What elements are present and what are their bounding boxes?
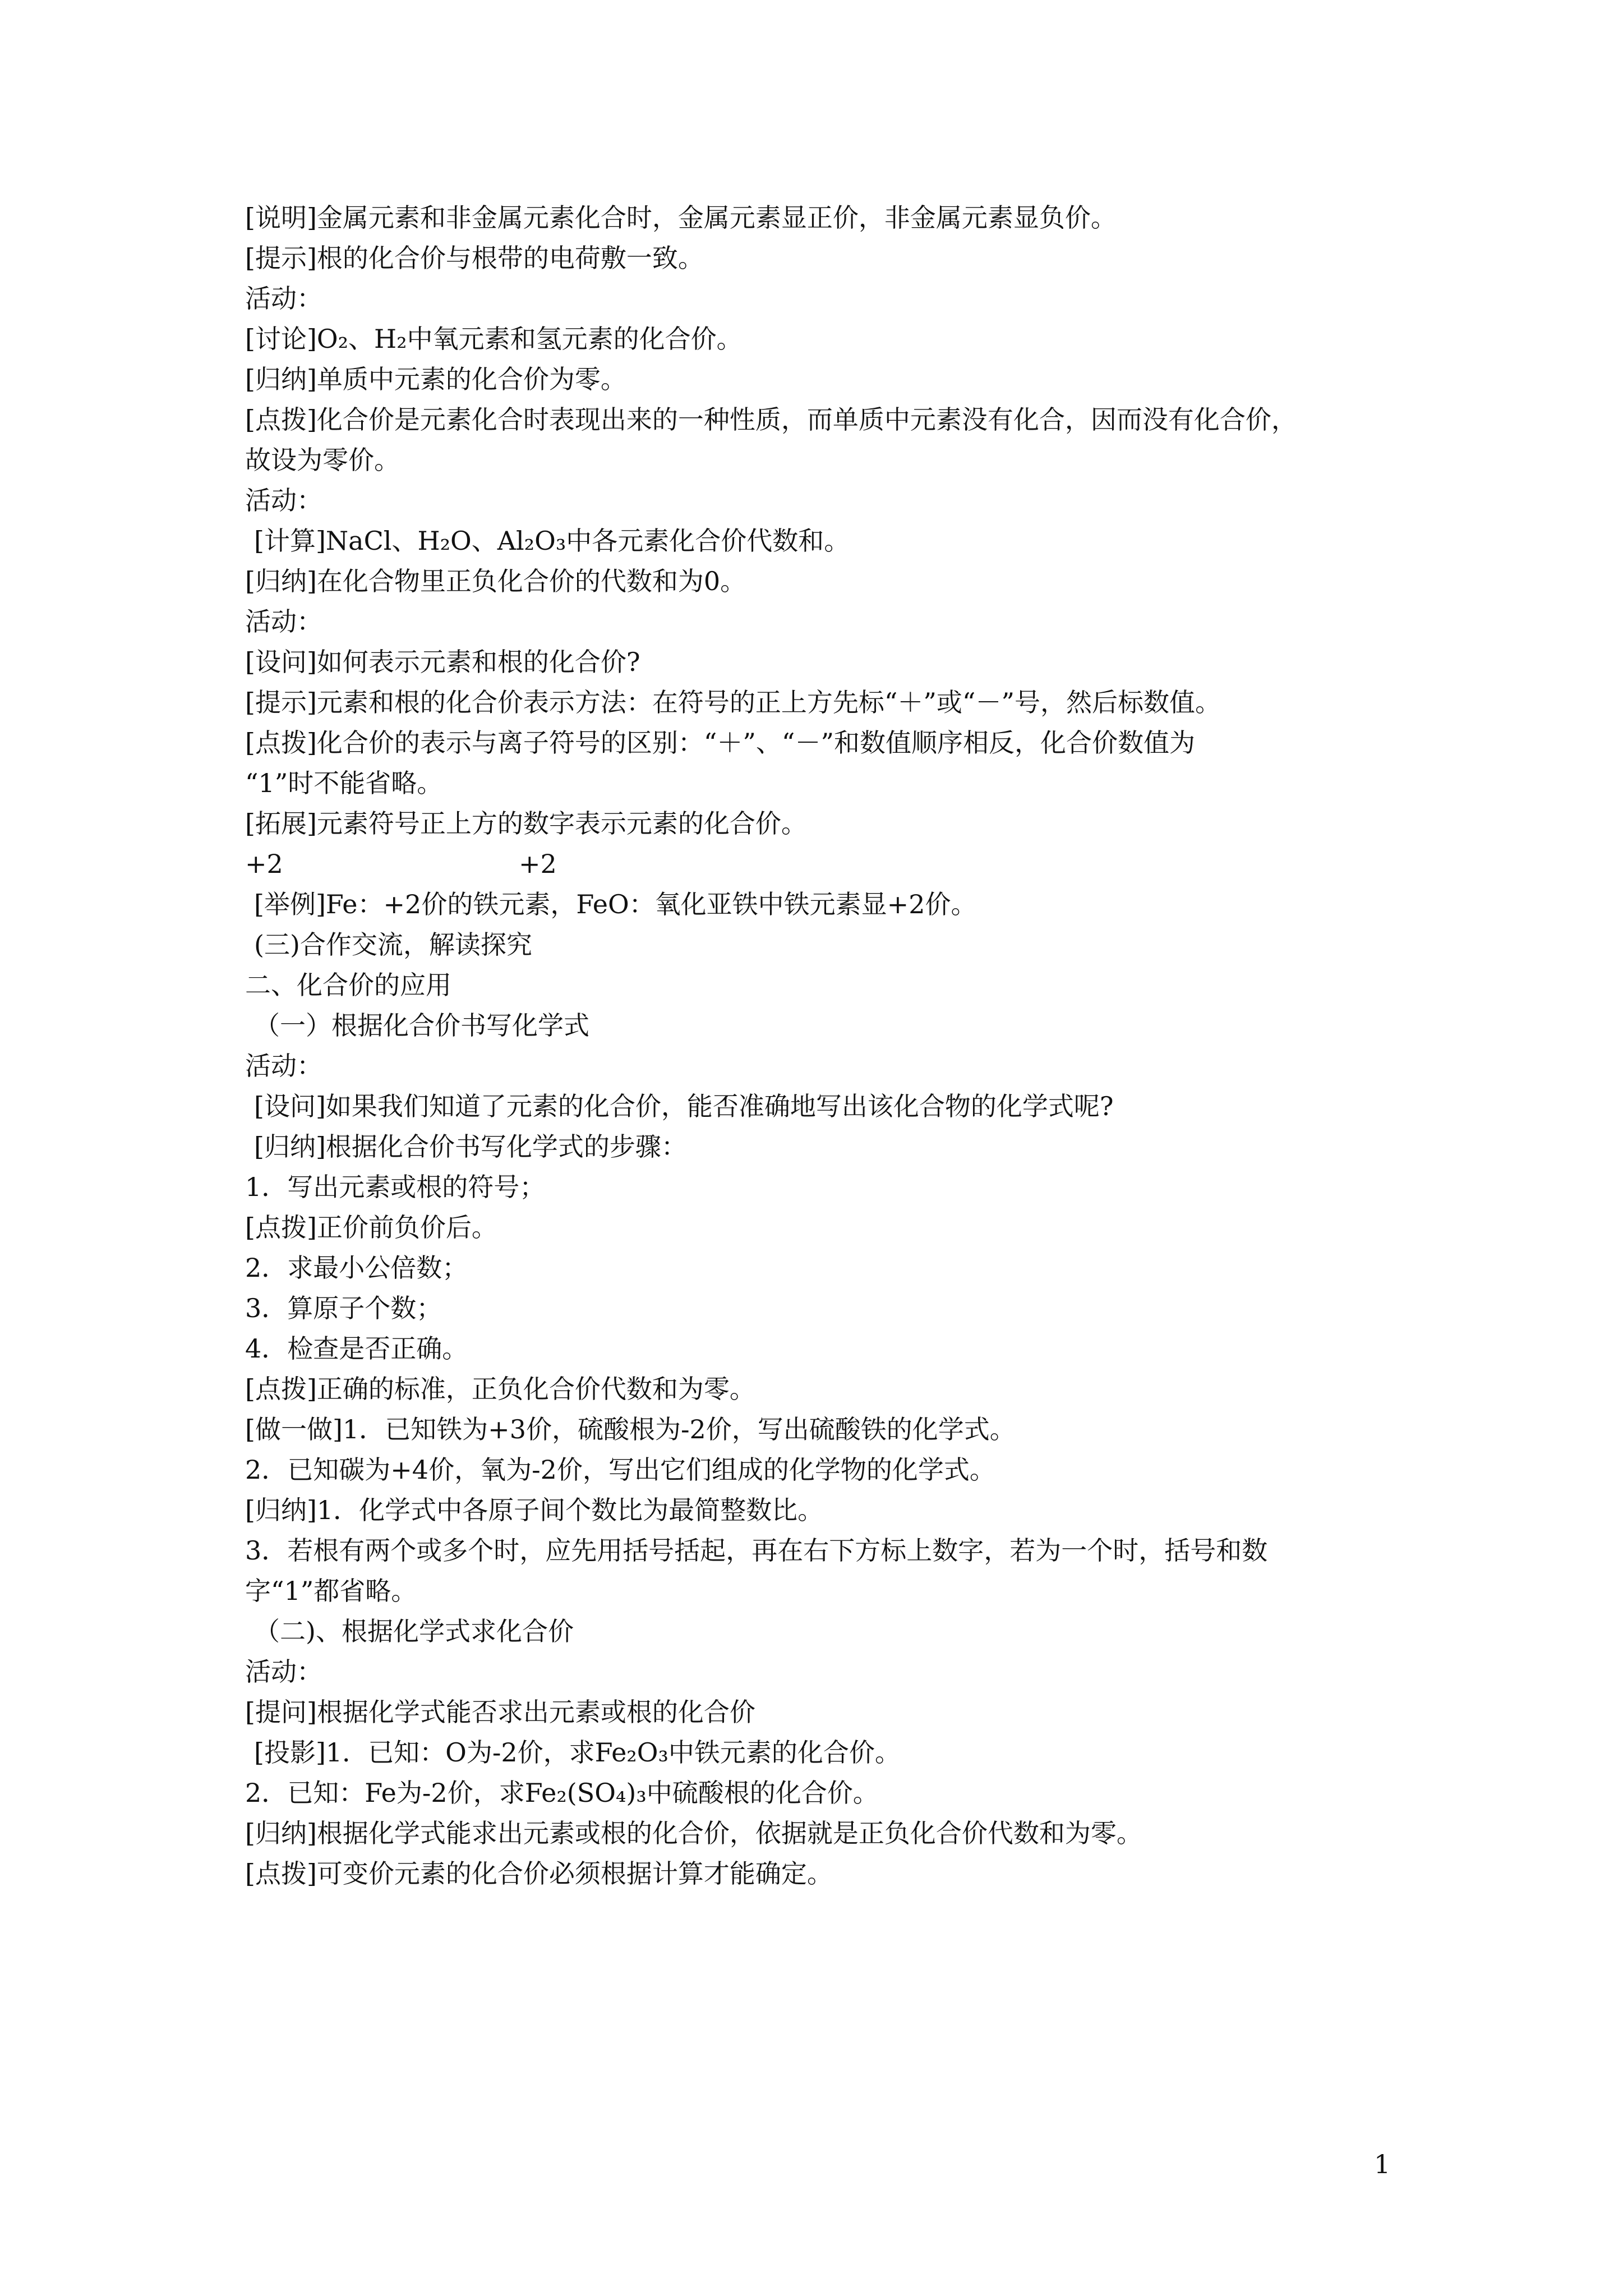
text-line: [拓展]元素符号正上方的数字表示元素的化合价。: [245, 808, 807, 839]
text-line: 2．求最小公倍数；: [245, 1253, 468, 1283]
text-line: [计算]NaCl、H₂O、Al₂O₃中各元素化合价代数和。: [254, 526, 850, 556]
text-line: 2．已知碳为+4价，氧为-2价，写出它们组成的化学物的化学式。: [245, 1455, 995, 1485]
page-number: 1: [1374, 2149, 1391, 2179]
text-line: 活动：: [245, 1051, 322, 1081]
text-line: (三)合作交流，解读探究: [254, 930, 532, 960]
text-line: [做一做]1．已知铁为+3价，硫酸根为-2价，写出硫酸铁的化学式。: [245, 1414, 1016, 1444]
text-line: [归纳]在化合物里正负化合价的代数和为0。: [245, 566, 746, 596]
text-line: [点拨]化合价是元素化合时表现出来的一种性质，而单质中元素没有化合，因而没有化合价，: [245, 404, 1297, 435]
text-line: 活动：: [245, 1657, 322, 1687]
text-line: [归纳]根据化合价书写化学式的步骤：: [254, 1131, 687, 1162]
text-line: [提示]根的化合价与根带的电荷敷一致。: [245, 243, 704, 273]
text-line: 4．检查是否正确。: [245, 1333, 468, 1364]
valence-mark: +2: [245, 849, 283, 879]
text-line: [举例]Fe：+2价的铁元素，FeO：氧化亚铁中铁元素显+2价。: [254, 889, 977, 919]
text-line: 3．若根有两个或多个时，应先用括号括起，再在右下方标上数字，若为一个时，括号和数: [245, 1535, 1268, 1566]
text-line: 2．已知：Fe为-2价，求Fe₂(SO₄)₃中硫酸根的化合价。: [245, 1778, 879, 1808]
subsection-heading: （二)、根据化学式求化合价: [254, 1616, 574, 1646]
text-line: [归纳]单质中元素的化合价为零。: [245, 364, 626, 394]
document-body: [245, 197, 1412, 1894]
section-heading: 二、化合价的应用: [245, 970, 451, 1000]
text-line: 1．写出元素或根的符号；: [245, 1172, 546, 1202]
text-line: [投影]1．已知：O为-2价，求Fe₂O₃中铁元素的化合价。: [254, 1737, 901, 1768]
text-line: [讨论]O₂、H₂中氧元素和氢元素的化合价。: [245, 324, 743, 354]
text-line: [点拨]正确的标准，正负化合价代数和为零。: [245, 1374, 755, 1404]
text-line: [点拨]化合价的表示与离子符号的区别：“＋”、“－”和数值顺序相反，化合价数值为: [245, 728, 1195, 758]
text-line: [设问]如果我们知道了元素的化合价，能否准确地写出该化合物的化学式呢?: [254, 1091, 1114, 1121]
text-line: [点拨]可变价元素的化合价必须根据计算才能确定。: [245, 1858, 833, 1889]
valence-mark: +2: [519, 849, 557, 879]
text-line: “1”时不能省略。: [245, 768, 443, 798]
text-line: [归纳]根据化学式能求出元素或根的化合价，依据就是正负化合价代数和为零。: [245, 1818, 1142, 1848]
valence-marks-row: [245, 844, 1412, 884]
text-line: [归纳]1．化学式中各原子间个数比为最简整数比。: [245, 1495, 824, 1525]
text-line: [提示]元素和根的化合价表示方法：在符号的正上方先标“＋”或“－”号，然后标数值。: [245, 687, 1221, 717]
text-line: 活动：: [245, 606, 322, 637]
text-line: 活动：: [245, 485, 322, 516]
text-line: 故设为零价。: [245, 445, 400, 475]
text-line: [说明]金属元素和非金属元素化合时，金属元素显正价，非金属元素显负价。: [245, 203, 1117, 233]
text-line: 活动：: [245, 283, 322, 314]
text-line: [提问]根据化学式能否求出元素或根的化合价: [245, 1697, 755, 1727]
text-line: 3．算原子个数；: [245, 1293, 442, 1323]
text-line: 字“1”都省略。: [245, 1576, 417, 1606]
text-line: [点拨]正价前负价后。: [245, 1212, 497, 1243]
text-line: [设问]如何表示元素和根的化合价?: [245, 647, 640, 677]
subsection-heading: （一）根据化合价书写化学式: [254, 1010, 589, 1041]
